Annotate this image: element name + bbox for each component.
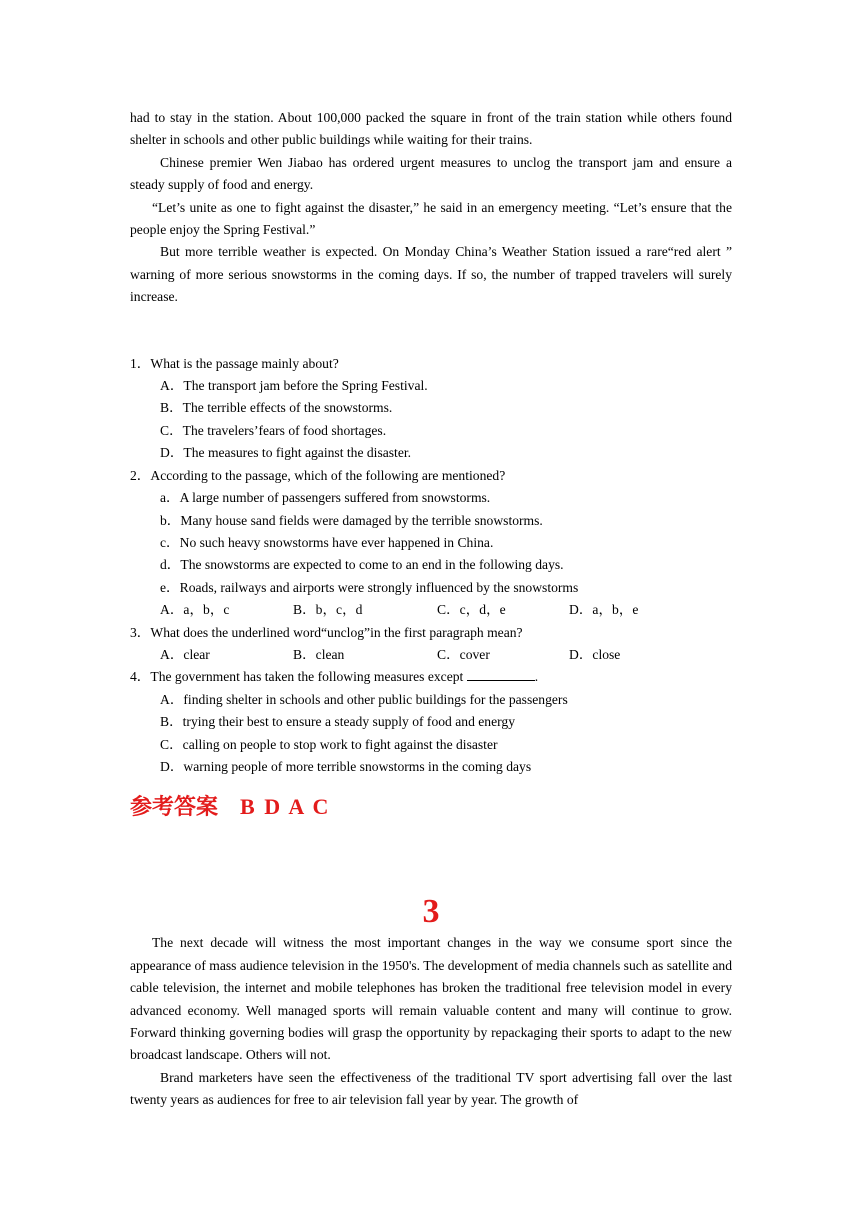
answer-option: B．clean <box>293 646 345 662</box>
statement-item: e．Roads, railways and airports were strongly influenced by the snowstorms <box>160 579 579 595</box>
answer-option: B．b，c，d <box>293 602 363 618</box>
question-stem: 2．According to the passage, which of the following are mentioned? <box>130 467 506 483</box>
answer-option: C．c，d，e <box>437 602 506 618</box>
answer-option: A．finding shelter in schools and other public buildings for the passengers <box>160 691 568 707</box>
question-3 <box>130 622 732 667</box>
statement-item: a．A large number of passengers suffered from snowstorms. <box>160 490 491 506</box>
spacer <box>130 309 732 353</box>
answer-option: A．clear <box>160 646 210 662</box>
answer-option: C．cover <box>437 646 490 662</box>
statement-item: c．No such heavy snowstorms have ever happened in China. <box>160 534 494 550</box>
answer-option: D．warning people of more terrible snowstorms in the coming days <box>160 758 532 774</box>
question-4 <box>130 666 732 778</box>
question-stem-end: . <box>534 669 539 685</box>
answer-option: D．a，b，e <box>569 602 639 618</box>
choice-row <box>160 599 732 621</box>
passage-paragraph: Chinese premier Wen Jiabao has ordered urgent measures to unclog the transport jam and ensure a steady supply of food and energy. <box>130 154 732 193</box>
answer-option: D．The measures to fight against the disaster. <box>160 445 412 461</box>
question-stem-line <box>130 666 732 688</box>
question-stem: 3．What does the underlined word“unclog”in the first paragraph mean? <box>130 624 523 640</box>
answer-key <box>130 792 732 822</box>
answer-option: C．The travelers’fears of food shortages. <box>160 422 387 438</box>
answer-option: C．calling on people to stop work to fight against the disaster <box>160 736 498 752</box>
statement-item: d．The snowstorms are expected to come to an end in the following days. <box>160 557 564 573</box>
passage-paragraph: had to stay in the station. About 100,000 packed the square in front of the train station while others found shelter in schools and other public buildings while waiting for their trains. <box>130 110 732 148</box>
question-stem: 1．What is the passage mainly about? <box>130 355 339 371</box>
passage-paragraph: “Let’s unite as one to fight against the disaster,” he said in an emergency meeting. “Let’s ensure that the people enjoy the Spring Festival.” <box>130 199 732 238</box>
passage-paragraph: Brand marketers have seen the effectiveness of the traditional TV sport advertising fall over the last twenty years as audiences for free to air television fall year by year. The growth of <box>130 1069 732 1108</box>
answer-key-label: 参考答案 <box>130 794 219 820</box>
answer-option: A．The transport jam before the Spring Festival. <box>160 378 428 394</box>
answer-key-letters: B D A C <box>240 794 331 820</box>
answer-blank <box>467 666 535 681</box>
passage-paragraph: The next decade will witness the most important changes in the way we consume sport since the appearance of mass audience television in the 1950's. The development of media channels such as satellite and cable television, the internet and mobile telephones has broken the traditional free television model in every advanced economy. Well managed sports will remain valuable content and many will continue to grow. Forward thinking governing bodies will grasp the opportunity by repackaging their sports to adapt to the new broadcast landscape. Others will not. <box>130 935 733 1063</box>
answer-option: B．The terrible effects of the snowstorms. <box>160 400 393 416</box>
question-stem: 4．The government has taken the following measures except <box>130 669 464 685</box>
answer-option: A．a，b，c <box>160 602 230 618</box>
passage-paragraph: But more terrible weather is expected. On Monday China’s Weather Station issued a rare“red alert ” warning of more serious snowstorms in the coming days. If so, the number of trapped travelers will surely increase. <box>130 244 732 305</box>
document-page <box>130 107 732 1112</box>
statement-item: b．Many house sand fields were damaged by the terrible snowstorms. <box>160 512 543 528</box>
section-number: 3 <box>422 893 440 931</box>
choice-row <box>160 644 732 666</box>
question-2 <box>130 465 732 622</box>
answer-option: B．trying their best to ensure a steady supply of food and energy <box>160 714 515 730</box>
answer-option: D．close <box>569 646 621 662</box>
question-1 <box>130 353 732 465</box>
